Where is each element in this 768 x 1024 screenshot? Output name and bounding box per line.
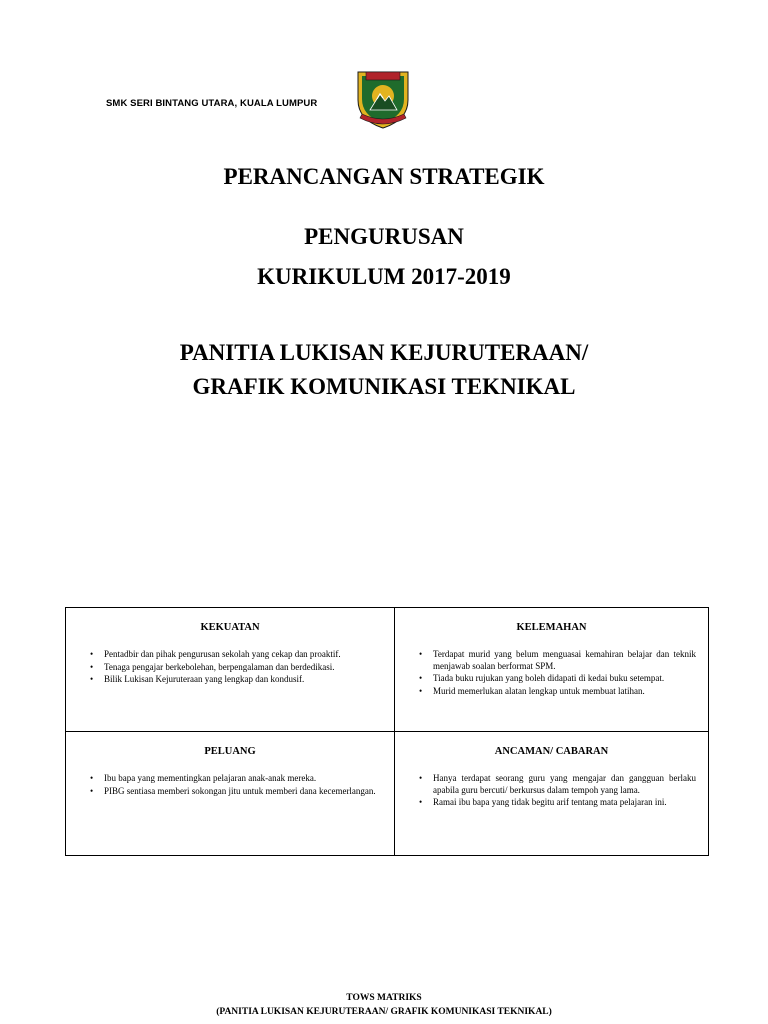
strengths-list xyxy=(78,649,382,686)
swot-cell-opportunities xyxy=(66,732,395,855)
list-item: • Ramai ibu bapa yang tidak begitu arif tentang mata pelajaran ini. xyxy=(433,797,696,809)
list-item: • Pentadbir dan pihak pengurusan sekolah yang cekap dan proaktif. xyxy=(104,649,382,661)
list-item: • Tiada buku rujukan yang boleh didapati di kedai buku setempat. xyxy=(433,673,696,685)
threats-list xyxy=(407,773,696,809)
footer-subtitle: (PANITIA LUKISAN KEJURUTERAAN/ GRAFIK KOMUNIKASI TEKNIKAL) xyxy=(216,1007,552,1017)
opportunities-list xyxy=(78,773,382,797)
list-item: • Bilik Lukisan Kejuruteraan yang lengkap dan kondusif. xyxy=(104,674,382,686)
strengths-heading: KEKUATAN xyxy=(200,622,260,633)
footer-title: TOWS MATRIKS xyxy=(346,993,422,1003)
school-name: SMK SERI BINTANG UTARA, KUALA LUMPUR xyxy=(106,98,318,109)
title-management: PENGURUSAN xyxy=(304,224,464,249)
list-item: • Ibu bapa yang mementingkan pelajaran anak-anak mereka. xyxy=(104,773,382,785)
title-strategic-planning: PERANCANGAN STRATEGIK xyxy=(223,164,545,189)
swot-cell-threats xyxy=(395,732,708,855)
threats-heading: ANCAMAN/ CABARAN xyxy=(494,746,609,757)
weaknesses-heading: KELEMAHAN xyxy=(516,622,587,633)
list-item: • Hanya terdapat seorang guru yang mengajar dan gangguan berlaku apabila guru bercuti/ berkursus dalam tempoh yang lama. xyxy=(433,773,696,796)
list-item: • Terdapat murid yang belum menguasai kemahiran belajar dan teknik menjawab soalan berformat SPM. xyxy=(433,649,696,672)
school-crest-logo xyxy=(354,66,412,130)
swot-cell-weaknesses xyxy=(395,608,708,732)
weaknesses-list xyxy=(407,649,696,697)
title-panel-line1: PANITIA LUKISAN KEJURUTERAAN/ xyxy=(179,340,589,365)
list-item: • Murid memerlukan alatan lengkap untuk membuat latihan. xyxy=(433,686,696,698)
swot-cell-strengths xyxy=(66,608,395,732)
title-panel-line2: GRAFIK KOMUNIKASI TEKNIKAL xyxy=(192,374,576,399)
title-curriculum: KURIKULUM 2017-2019 xyxy=(257,264,511,289)
opportunities-heading: PELUANG xyxy=(204,746,256,757)
swot-table xyxy=(65,607,709,856)
list-item: • Tenaga pengajar berkebolehan, berpengalaman dan berdedikasi. xyxy=(104,662,382,674)
list-item: • PIBG sentiasa memberi sokongan jitu untuk memberi dana kecemerlangan. xyxy=(104,786,382,798)
